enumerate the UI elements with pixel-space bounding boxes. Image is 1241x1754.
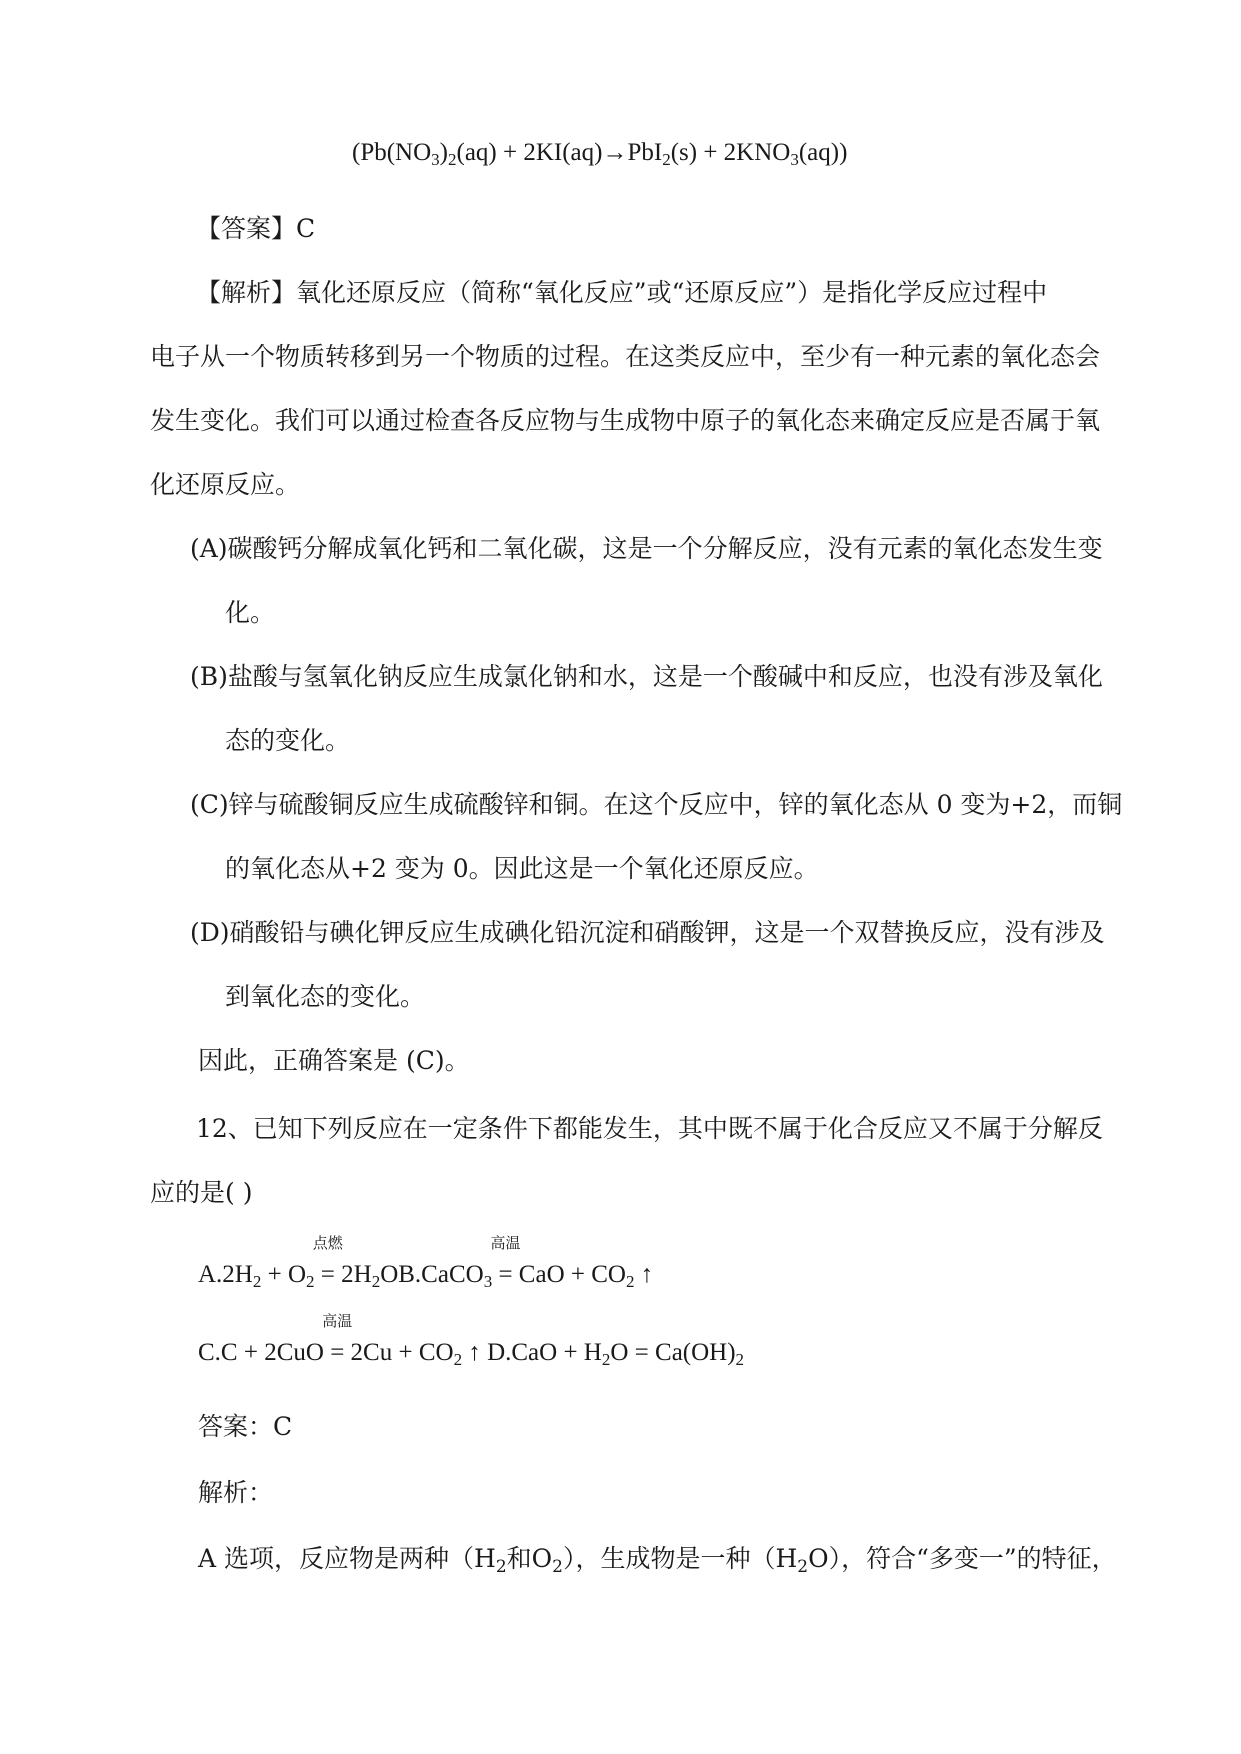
option-d-line-2: 到氧化态的变化。 — [225, 982, 426, 1011]
option-12-a: $A.2H_2 + O_2$ 点燃 = $2H_2O$ — [198, 1236, 399, 1291]
option-12-c: C.C + 2CuO 高温 = $2Cu + CO_2$ ↑ — [198, 1314, 481, 1369]
conclusion-11: 因此，正确答案是 (C)。 — [198, 1046, 470, 1075]
condition-high-temp: 高温 — [490, 1236, 521, 1252]
option-12-b: B.CaCO$_3$ 高温 = CaO + $CO_2$ ↑ — [398, 1236, 654, 1291]
option-b-line-2: 态的变化。 — [225, 726, 351, 755]
analysis-11-line-1: 【解析】氧化还原反应（简称“氧化反应”或“还原反应”）是指化学反应过程中 — [196, 278, 1048, 307]
condition-high-temp: 高温 — [322, 1314, 353, 1330]
question-12-line-2: 应的是( ) — [150, 1178, 253, 1207]
analysis-11-line-2: 电子从一个物质转移到另一个物质的过程。在这类反应中，至少有一种元素的氧化态会 — [150, 342, 1101, 371]
option-c-line-2: 的氧化态从+2 变为 0。因此这是一个氧化还原反应。 — [225, 854, 819, 883]
option-a-line-2: 化。 — [225, 598, 276, 627]
answer-11: 【答案】C — [196, 214, 316, 243]
equation-lead-iodide: $(Pb(NO_3)_2(aq) + 2KI(aq)\to PbI_2(s) + 2KNO_3(aq))$ — [352, 139, 848, 169]
analysis-11-line-4: 化还原反应。 — [150, 470, 301, 499]
option-12-d: $D.CaO + H_2O = Ca(OH)_2$ — [487, 1339, 745, 1369]
option-a-line-1: (A)碳酸钙分解成氧化钙和二氧化碳，这是一个分解反应，没有元素的氧化态发生变 — [190, 534, 1103, 563]
up-arrow-icon: ↑ — [468, 1339, 481, 1366]
analysis-11-line-3: 发生变化。我们可以通过检查各反应物与生成物中原子的氧化态来确定反应是否属于氧 — [150, 406, 1101, 435]
question-12-line-1: 12、已知下列反应在一定条件下都能发生，其中既不属于化合反应又不属于分解反 — [196, 1114, 1103, 1143]
option-c-line-1: (C)锌与硫酸铜反应生成硫酸锌和铜。在这个反应中，锌的氧化态从 0 变为+2，而铜 — [190, 790, 1123, 819]
option-d-line-1: (D)硝酸铅与碘化钾反应生成碘化铅沉淀和硝酸钾，这是一个双替换反应，没有涉及 — [190, 918, 1105, 947]
condition-ignite: 点燃 — [312, 1236, 343, 1252]
question-12-options-ab — [198, 1236, 654, 1292]
option-b-line-1: (B)盐酸与氢氧化钠反应生成氯化钠和水，这是一个酸碱中和反应，也没有涉及氧化 — [190, 662, 1103, 691]
analysis-12-label: 解析： — [198, 1478, 274, 1507]
up-arrow-icon: ↑ — [640, 1261, 654, 1288]
question-12-options-cd — [198, 1314, 745, 1370]
answer-12: 答案：C — [198, 1412, 293, 1441]
analysis-12-option-a: A 选项，反应物是两种（$H_2$和$O_2$），生成物是一种$(H_2O)$，符合“多变一”的特征， — [198, 1544, 1117, 1577]
